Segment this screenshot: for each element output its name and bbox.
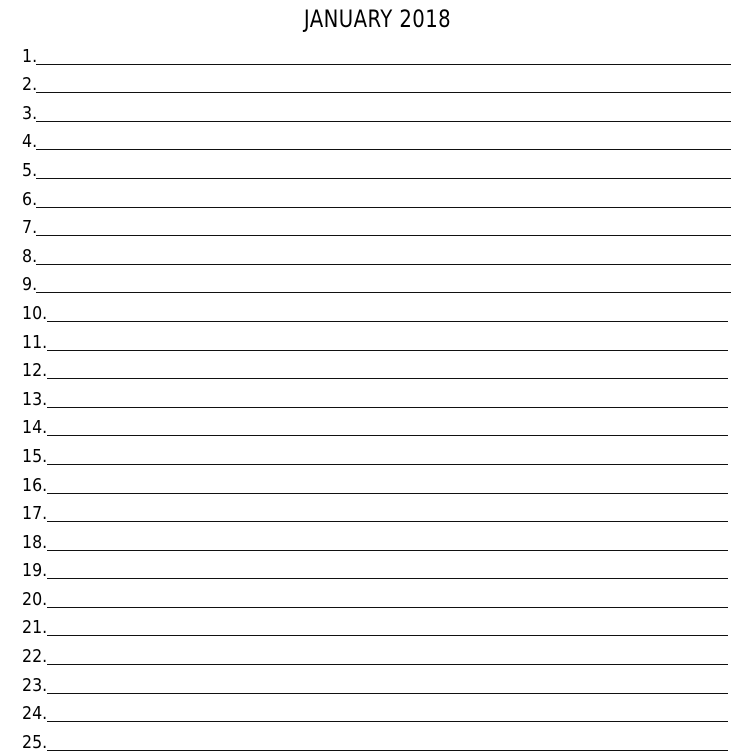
list-item — [22, 183, 732, 212]
line-number: 19. — [22, 560, 48, 582]
writing-line — [47, 464, 728, 465]
line-number: 16. — [22, 474, 48, 496]
writing-line — [47, 321, 728, 322]
line-number: 2. — [22, 74, 38, 96]
writing-line — [36, 178, 731, 179]
line-number: 25. — [22, 731, 48, 753]
writing-line — [47, 550, 728, 551]
line-number: 23. — [22, 674, 48, 696]
line-number: 4. — [22, 131, 38, 153]
list-item — [22, 698, 732, 727]
list-item — [22, 355, 732, 384]
list-item — [22, 212, 732, 241]
writing-line — [47, 750, 728, 751]
writing-line — [47, 493, 728, 494]
writing-line — [47, 578, 728, 579]
list-item — [22, 69, 732, 98]
writing-line — [47, 607, 728, 608]
list-item — [22, 383, 732, 412]
writing-line — [36, 149, 731, 150]
list-item — [22, 240, 732, 269]
list-item — [22, 412, 732, 441]
line-number: 15. — [22, 445, 48, 467]
list-item — [22, 97, 732, 126]
list-item — [22, 469, 732, 498]
line-number: 14. — [22, 417, 48, 439]
line-number: 9. — [22, 274, 38, 296]
list-item — [22, 269, 732, 298]
list-item — [22, 726, 732, 755]
page-title: JANUARY 2018 — [303, 5, 452, 33]
writing-line — [36, 235, 731, 236]
line-number: 11. — [22, 331, 48, 353]
writing-line — [36, 264, 731, 265]
line-number: 8. — [22, 245, 38, 267]
list-item — [22, 326, 732, 355]
writing-line — [47, 350, 728, 351]
writing-line — [36, 92, 731, 93]
line-number: 18. — [22, 531, 48, 553]
writing-line — [47, 435, 728, 436]
line-number: 5. — [22, 159, 38, 181]
line-number: 20. — [22, 588, 48, 610]
line-number: 12. — [22, 360, 48, 382]
list-item — [22, 498, 732, 527]
line-number: 21. — [22, 617, 48, 639]
writing-line — [47, 664, 728, 665]
line-number: 1. — [22, 45, 38, 67]
writing-line — [47, 521, 728, 522]
list-item — [22, 526, 732, 555]
line-number: 6. — [22, 188, 38, 210]
writing-line — [36, 292, 731, 293]
line-number: 7. — [22, 217, 38, 239]
writing-line — [47, 635, 728, 636]
writing-line — [36, 121, 731, 122]
list-item — [22, 640, 732, 669]
line-number: 13. — [22, 388, 48, 410]
line-number: 17. — [22, 503, 48, 525]
writing-line — [47, 378, 728, 379]
writing-line — [47, 693, 728, 694]
line-number: 24. — [22, 703, 48, 725]
list-item — [22, 297, 732, 326]
list-item — [22, 555, 732, 584]
list-item — [22, 440, 732, 469]
list-item — [22, 669, 732, 698]
list-item — [22, 40, 732, 69]
writing-line — [36, 207, 731, 208]
line-number: 10. — [22, 302, 48, 324]
writing-line — [47, 407, 728, 408]
list-item — [22, 583, 732, 612]
line-number: 22. — [22, 646, 48, 668]
numbered-lines-list — [22, 40, 732, 755]
line-number: 3. — [22, 102, 38, 124]
list-item — [22, 154, 732, 183]
writing-line — [47, 721, 728, 722]
list-item — [22, 126, 732, 155]
list-item — [22, 612, 732, 641]
writing-line — [36, 64, 731, 65]
